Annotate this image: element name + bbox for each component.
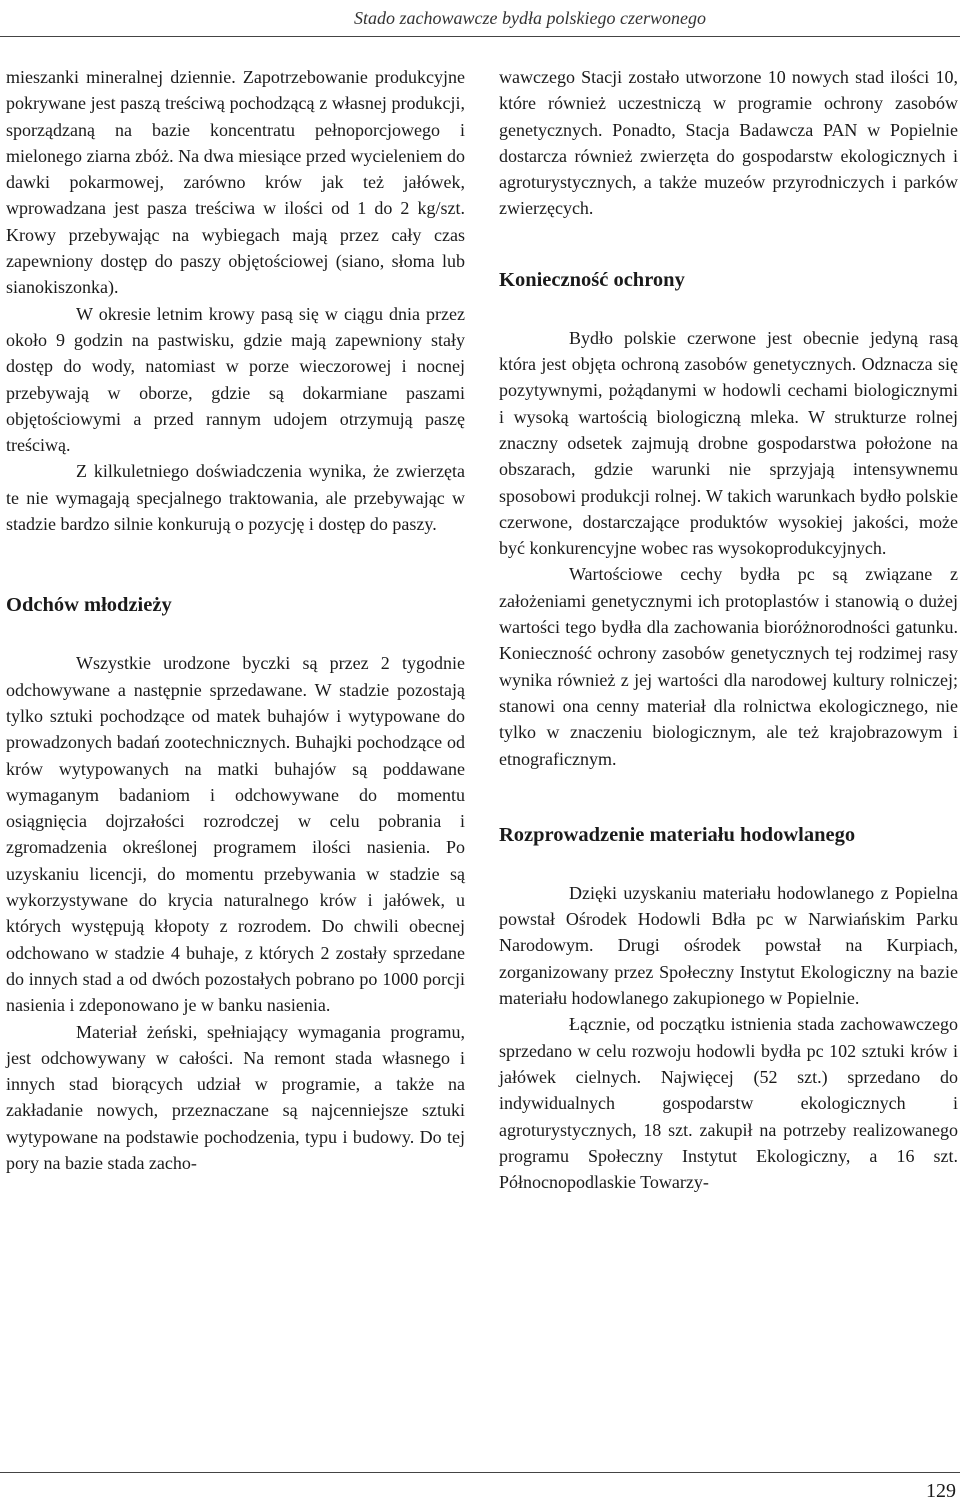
left-column [6, 64, 465, 1176]
paragraph: W okresie letnim krowy pasą się w ciągu dnia przez około 9 godzin na pastwisku, gdzie mają zapewniony stały dostęp do wody, natomiast w porze wieczorowej i nocnej przebywają w oborze, gdzie są dokarmiane paszami objętościowymi a przed rannym udojem otrzymują paszę treściwą. [6, 303, 465, 456]
section-heading: Odchów młodzieży [6, 594, 172, 617]
paragraph: wawczego Stacji zostało utworzone 10 nowych stad ilości 10, które również uczestniczą w programie ochrony zasobów genetycznych. Ponadto, Stacja Badawcza PAN w Popielnie dostarcza również zwierzęta do gospodarstw ekologicznych i agroturystycznych, a także muzeów przyrodniczych i parków zwierzęcych. [499, 67, 958, 219]
paragraph: mieszanki mineralnej dziennie. Zapotrzebowanie produkcyjne pokrywane jest paszą treściwą pochodzącą z własnej produkcji, sporządzaną na bazie koncentratu pełnoporcjowego i mielonego ziarna zbóż. Na dwa miesiące przed wycieleniem do dawki pokarmowej, zarówno krów jak też jałówek, wprowadzana jest pasza treściwa w ilości od 1 do 2 kg/szt. Krowy przebywając na wybiegach mają przez cały czas zapewniony dostęp do paszy objętościowej (siano, słoma lub sianokiszonka). [6, 67, 465, 298]
running-header-title: Stado zachowawcze bydła polskiego czerwonego [354, 8, 706, 28]
running-header [0, 8, 960, 29]
footer-divider [0, 1472, 960, 1473]
paragraph: Łącznie, od początku istnienia stada zachowawczego sprzedano w celu rozwoju hodowli bydła pc 102 sztuki krów i jałówek cielnych. Najwięcej (52 szt.) sprzedano do indywidualnych gospodarstw ekologicznych i agroturystycznych, 18 szt. zakupił na potrzeby realizowanego programu Społeczny Instytut Ekologiczny, a 16 szt. Północnopodlaskie Towarzy- [499, 1014, 958, 1193]
section-heading: Rozprowadzenie materiału hodowlanego [499, 823, 856, 846]
paragraph: Wartościowe cechy bydła pc są związane z założeniami genetycznymi ich protoplastów i stanowią o dużej wartości tego bydła dla zachowania bioróżnorodności gatunku. Konieczność ochrony zasobów genetycznych tej rodzimej rasy wynika również z jej wartości dla narodowej kultury rolniczej; stanowi ona cenny materiał dla rolnictwa ekologicznego, nie tylko w znaczeniu biologicznym, ale też krajobrazowym i etnograficznym. [499, 564, 958, 769]
paragraph: Bydło polskie czerwone jest obecnie jedyną rasą która jest objęta ochroną zasobów genetycznych. Odznacza się pozytywnymi, pożądanymi w hodowli cechami biologicznymi i wysoką wartością biologiczną mleka. W strukturze rolnej znaczny odsetek zajmują drobne gospodarstwa położone na obszarach, gdzie warunki nie sprzyjają intensywnemu sposobowi produkcji rolnej. W takich warunkach bydło polskie czerwone, dostarczające produktów wysokiej jakości, może być konkurencyjne wobec ras wysokoprodukcyjnych. [499, 327, 958, 559]
paragraph: Materiał żeński, spełniający wymagania programu, jest odchowywany w całości. Na remont stada własnego i innych stad biorących udział w programie, a także na zakładanie nowych, przeznaczane są najcenniejsze sztuki wytypowane na podstawie pochodzenia, typu i budowy. Do tej pory na bazie stada zacho- [6, 1021, 465, 1173]
right-column [499, 64, 958, 1195]
paragraph: Dzięki uzyskaniu materiału hodowlanego z Popielna powstał Ośrodek Hodowli Bdła pc w Narwiańskim Parku Narodowym. Drugi ośrodek powstał na Kurpiach, zorganizowany przez Społeczny Instytut Ekologiczny na bazie materiału hodowlanego zakupionego w Popielnie. [499, 882, 958, 1009]
paragraph: Wszystkie urodzone byczki są przez 2 tygodnie odchowywane a następnie sprzedawane. W stadzie pozostają tylko sztuki pochodzące od matek buhajów i wytypowane do prowadzonych badań zootechnicznych. Buhajki pochodzące od krów wytypowanych na matki buhajów są poddawane wymaganym badaniom i odchowywane do momentu osiągnięcia dojrzałości rozrodczej w celu pobrania i zgromadzenia określonej programem ilości nasienia. Po uzyskaniu licencji, do momentu przebywania w stadzie są wykorzystywane do krycia naturalnego krów i jałówek, u których występują kłopoty z rozrodem. Do chwili obecnej odchowano w stadzie 4 buhaje, z których 2 zostały sprzedane do innych stad a od dwóch pozostałych pobrano po 1000 porcji nasienia i zdeponowano je w banku nasienia. [6, 653, 465, 1016]
header-divider [0, 36, 960, 37]
page-number: 129 [926, 1480, 956, 1502]
section-heading: Konieczność ochrony [499, 268, 685, 291]
paragraph: Z kilkuletniego doświadczenia wynika, że zwierzęta te nie wymagają specjalnego traktowania, ale przebywając w stadzie bardzo silnie konkurują o pozycję i dostęp do paszy. [6, 461, 465, 535]
